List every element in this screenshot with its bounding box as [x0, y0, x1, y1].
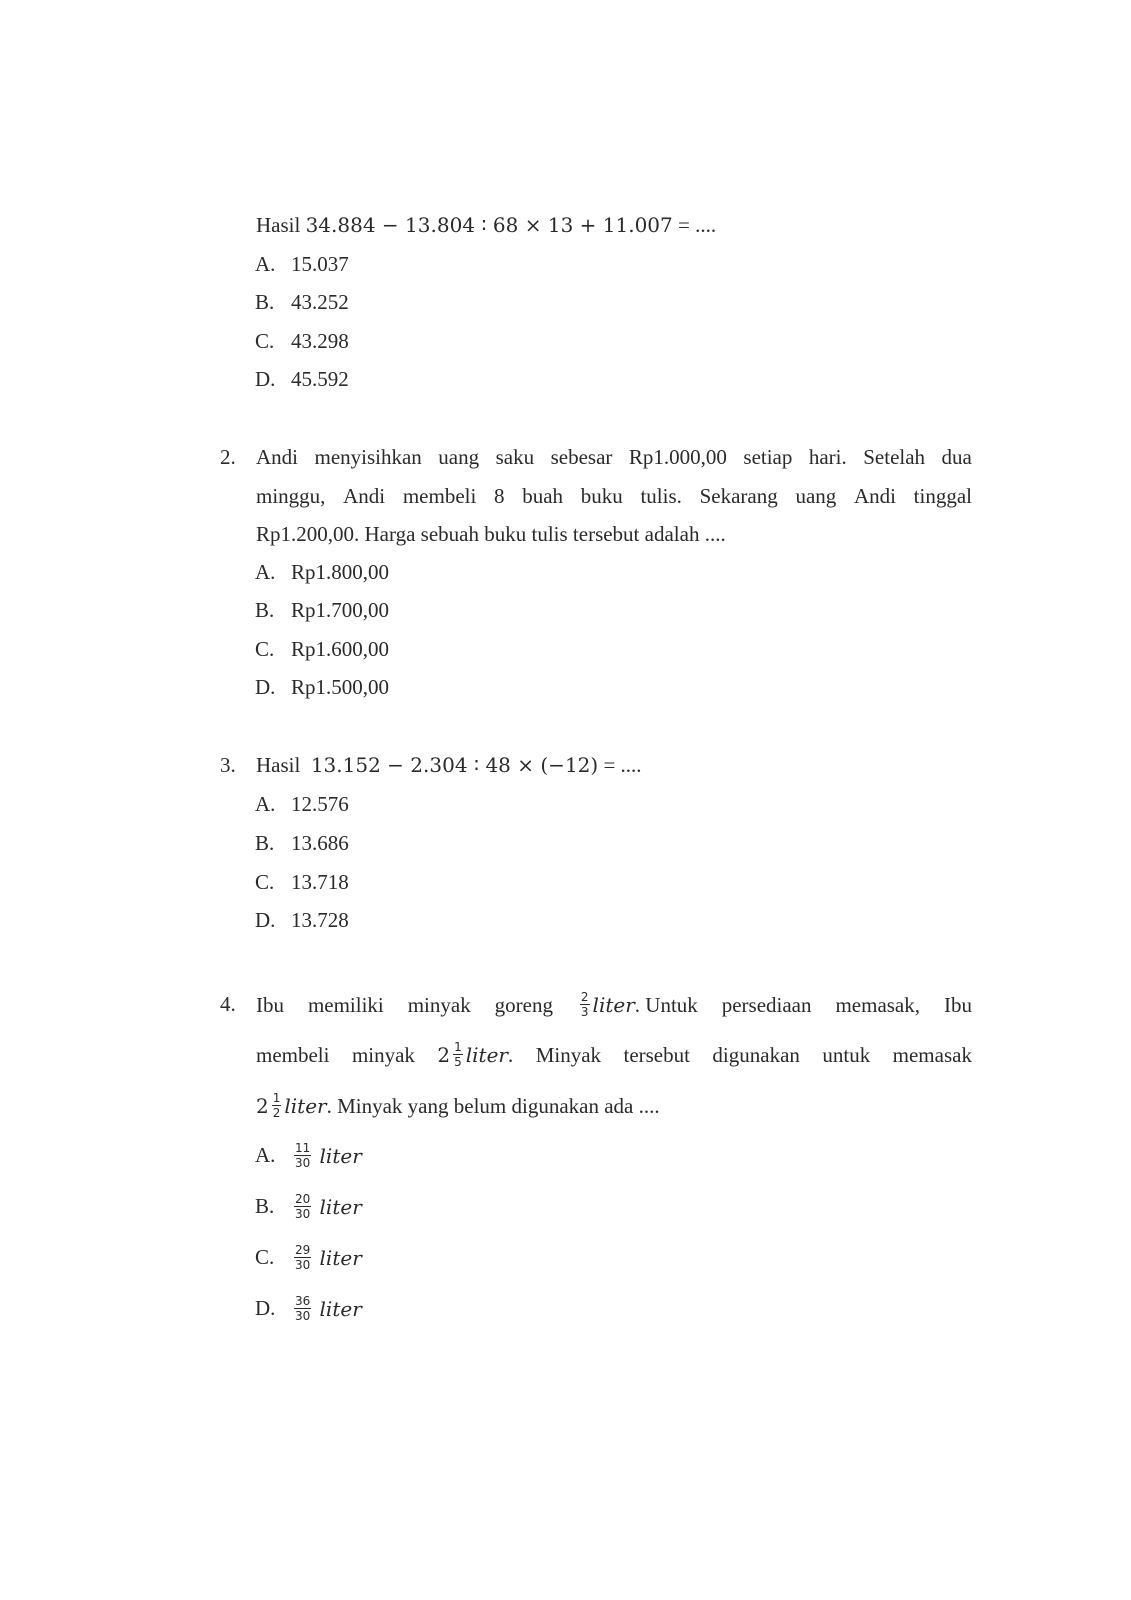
option-letter: C.: [255, 637, 275, 661]
unit: liter: [319, 1296, 362, 1321]
unit: liter: [319, 1194, 362, 1219]
fraction: [294, 1192, 311, 1221]
word: minggu,: [256, 484, 326, 508]
word: tinggal: [913, 484, 972, 508]
option-letter: C.: [255, 1245, 275, 1269]
q3-tail: = ....: [603, 753, 642, 777]
unit: liter: [284, 1093, 327, 1118]
word: memasak: [892, 1042, 972, 1067]
q1-stem: [256, 211, 716, 239]
q4-stem-line-2: [256, 1040, 972, 1069]
word: tersebut: [623, 1042, 690, 1067]
word: buah: [522, 484, 564, 508]
word: membeli: [256, 1042, 330, 1067]
option-text: Rp1.500,00: [291, 675, 390, 699]
q3-lead: Hasil: [256, 753, 301, 777]
word: Setelah: [863, 445, 926, 469]
option-letter: B.: [255, 598, 275, 622]
option-letter: D.: [255, 367, 276, 391]
q2-number: 2.: [220, 445, 236, 469]
option-text: 13.728: [291, 908, 349, 932]
fraction: [272, 1091, 282, 1120]
fraction-two-thirds-liter: [577, 990, 698, 1019]
numerator: 1: [272, 1091, 281, 1105]
numerator: 36: [295, 1294, 311, 1308]
word: dua: [941, 445, 972, 469]
denominator: 2: [272, 1106, 281, 1120]
numerator: 2: [580, 990, 589, 1004]
word: . Untuk: [634, 992, 698, 1017]
option-fraction: [291, 1243, 362, 1272]
word: membeli: [402, 484, 477, 508]
word: buku: [580, 484, 623, 508]
option-text: 12.576: [291, 792, 349, 816]
fraction: [453, 1040, 463, 1069]
option-letter: B.: [255, 831, 275, 855]
numerator: 1: [454, 1040, 462, 1054]
word: Rp1.000,00: [628, 445, 727, 469]
option-text: 43.298: [291, 329, 349, 353]
denominator: 30: [295, 1156, 311, 1170]
word: Sekarang: [699, 484, 778, 508]
option-letter: A.: [255, 560, 276, 584]
q4-stem-rest: . Minyak yang belum digunakan ada ....: [326, 1093, 660, 1118]
numerator: 20: [295, 1192, 311, 1206]
unit: liter: [319, 1245, 362, 1270]
word: memiliki: [307, 992, 384, 1017]
option-letter: D.: [255, 908, 276, 932]
denominator: 30: [295, 1258, 311, 1272]
word: Andi: [343, 484, 386, 508]
whole: 2: [437, 1042, 451, 1067]
option-letter: A.: [255, 1143, 276, 1167]
numerator: 11: [295, 1141, 311, 1155]
fraction: [294, 1141, 311, 1170]
option-letter: A.: [255, 252, 276, 276]
denominator: 30: [295, 1309, 311, 1323]
option-fraction: [291, 1294, 362, 1323]
option-fraction: [291, 1192, 362, 1221]
option-text: 45.592: [291, 367, 349, 391]
option-text: Rp1.600,00: [291, 637, 390, 661]
word: persediaan: [721, 992, 812, 1017]
word: untuk: [822, 1042, 871, 1067]
denominator: 30: [295, 1207, 311, 1221]
word: .: [508, 1042, 514, 1067]
whole: 2: [256, 1093, 269, 1118]
fraction: [580, 990, 590, 1019]
q4-stem-line-3: [256, 1091, 660, 1120]
fraction: [294, 1243, 311, 1272]
mixed-number-two-one-fifth-liter: [437, 1040, 513, 1069]
q3-stem: [256, 751, 642, 779]
option-letter: A.: [255, 792, 276, 816]
word: saku: [495, 445, 535, 469]
denominator: 3: [580, 1005, 589, 1019]
unit: liter: [319, 1143, 362, 1168]
option-fraction: [291, 1141, 362, 1170]
word: digunakan: [712, 1042, 800, 1067]
option-letter: C.: [255, 329, 275, 353]
q3-number: 3.: [220, 753, 236, 777]
option-letter: B.: [255, 290, 275, 314]
word: hari.: [808, 445, 847, 469]
q1-tail: = ....: [678, 213, 717, 237]
word: Minyak: [535, 1042, 602, 1067]
word: Ibu: [256, 992, 284, 1017]
word: Andi: [256, 445, 298, 469]
option-letter: B.: [255, 1194, 275, 1218]
option-text: Rp1.700,00: [291, 598, 390, 622]
word: Ibu: [943, 992, 972, 1017]
option-text: 43.252: [291, 290, 349, 314]
unit: liter: [592, 992, 635, 1017]
word: setiap: [743, 445, 793, 469]
q1-expression: 34.884 − 13.804 ∶ 68 × 13 + 11.007: [305, 213, 673, 237]
option-letter: D.: [255, 1296, 276, 1320]
word: goreng: [494, 992, 553, 1017]
q4-stem-line-1: [256, 990, 972, 1019]
numerator: 29: [295, 1243, 311, 1257]
word: memasak,: [835, 992, 921, 1017]
option-letter: C.: [255, 870, 275, 894]
option-text: 13.686: [291, 831, 349, 855]
q4-number: 4.: [220, 992, 236, 1016]
option-letter: D.: [255, 675, 276, 699]
word: menyisihkan: [314, 445, 422, 469]
unit: liter: [465, 1042, 508, 1067]
option-text: Rp1.800,00: [291, 560, 390, 584]
word: Andi: [853, 484, 896, 508]
word: uang: [438, 445, 480, 469]
word: 8: [494, 484, 505, 508]
word: minyak: [351, 1042, 415, 1067]
option-text: 13.718: [291, 870, 349, 894]
q2-stem-line-2: [256, 482, 972, 510]
q3-expression: 13.152 − 2.304 ∶ 48 × (−12): [310, 753, 599, 777]
q2-stem-line-1: [256, 443, 972, 471]
q2-stem-line-3: Rp1.200,00. Harga sebuah buku tulis tersebut adalah ....: [256, 522, 726, 546]
word: minyak: [407, 992, 471, 1017]
fraction: [294, 1294, 311, 1323]
word: uang: [795, 484, 837, 508]
denominator: 5: [454, 1055, 462, 1069]
word: tulis.: [640, 484, 682, 508]
word: sebesar: [550, 445, 613, 469]
option-text: 15.037: [291, 252, 349, 276]
q1-lead: Hasil: [256, 213, 301, 237]
